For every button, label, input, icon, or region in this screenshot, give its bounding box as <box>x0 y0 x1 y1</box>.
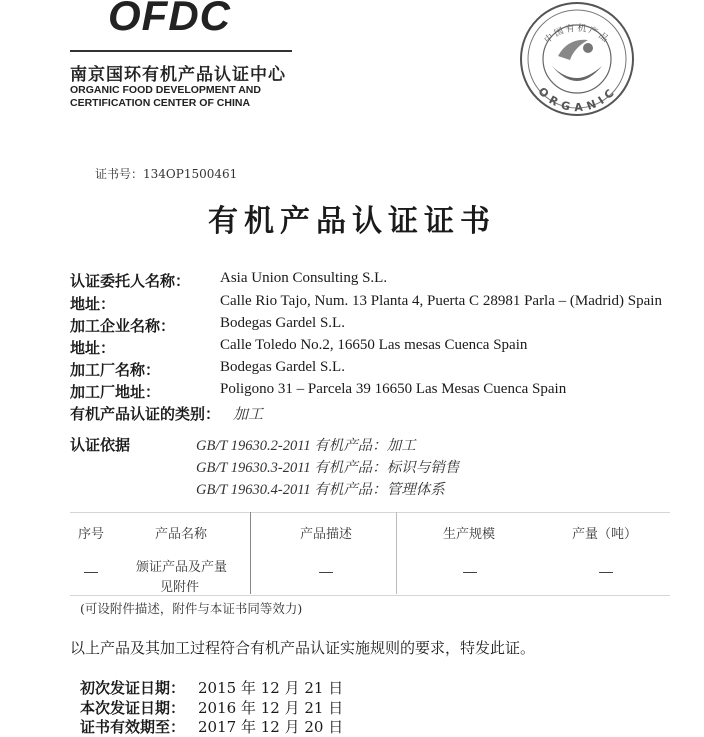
table-bottom-border <box>70 595 670 596</box>
factory-name-label: 加工厂名称： <box>70 361 161 379</box>
client-name-label: 认证委托人名称： <box>70 272 191 290</box>
ofdc-logo: OFDC <box>108 0 231 39</box>
certificate-number <box>95 165 237 182</box>
seal-text-top: 中国有机产品 <box>542 23 612 46</box>
table-header-name: 产品名称 <box>155 527 208 542</box>
category-label: 有机产品认证的类别： <box>70 405 221 423</box>
table-cell-output: — <box>599 563 613 579</box>
client-address-value: Calle Rio Tajo, Num. 13 Planta 4, Puerta C 28981 Parla – (Madrid) Spain <box>220 293 662 309</box>
org-name-cn: 南京国环有机产品认证中心 <box>70 65 286 85</box>
current-issue-date-label: 本次发证日期： <box>80 699 186 717</box>
attachment-note: (可设附件描述，附件与本证书同等效力) <box>80 601 303 616</box>
table-cell-no: — <box>84 563 98 579</box>
basis-standard: GB/T 19630.3-2011 有机产品：标识与销售 <box>196 460 460 476</box>
client-name-value: Asia Union Consulting S.L. <box>220 270 388 286</box>
first-issue-date-value: 2015 年 12 月 21 日 <box>198 679 344 697</box>
factory-address-label: 加工厂地址： <box>70 383 161 401</box>
processor-address-value: Calle Toledo No.2, 16650 Las mesas Cuenca Spain <box>220 337 528 353</box>
table-top-border <box>70 512 670 513</box>
first-issue-date-label: 初次发证日期： <box>80 679 186 697</box>
processor-name-label: 加工企业名称： <box>70 317 176 335</box>
table-header-output: 产量（吨） <box>572 527 638 542</box>
certificate-number-label: 证书号： <box>95 167 144 181</box>
factory-address-value: Poligono 31 – Parcela 39 16650 Las Mesas Cuenca Spain <box>220 381 567 397</box>
table-column-divider <box>250 512 251 594</box>
basis-standard: GB/T 19630.2-2011 有机产品：加工 <box>196 438 416 454</box>
factory-name-value: Bodegas Gardel S.L. <box>220 359 345 375</box>
table-header-description: 产品描述 <box>300 527 353 542</box>
org-name-en-line2: CERTIFICATION CENTER OF CHINA <box>70 97 251 109</box>
table-header-scale: 生产规模 <box>443 527 496 542</box>
certification-statement: 以上产品及其加工过程符合有机产品认证实施规则的要求，特发此证。 <box>70 639 536 657</box>
certificate-title: 有机产品认证证书 <box>208 204 496 239</box>
table-header-no: 序号 <box>78 527 105 542</box>
category-value: 加工 <box>233 405 264 423</box>
basis-label: 认证依据 <box>70 436 131 454</box>
table-cell-scale: — <box>463 563 477 579</box>
org-name-en-line1: ORGANIC FOOD DEVELOPMENT AND <box>70 84 261 96</box>
table-cell-name-line2: 见附件 <box>160 580 200 595</box>
table-cell-description: — <box>319 563 333 579</box>
client-address-label: 地址： <box>70 295 116 313</box>
current-issue-date-value: 2016 年 12 月 21 日 <box>198 699 344 717</box>
table-cell-name-line1: 颁证产品及产量 <box>136 560 228 575</box>
certificate-number-value: 134OP1500461 <box>143 167 238 181</box>
basis-standard: GB/T 19630.4-2011 有机产品：管理体系 <box>196 482 445 498</box>
organic-seal-icon <box>518 0 636 118</box>
header-divider <box>70 50 292 52</box>
processor-address-label: 地址： <box>70 339 116 357</box>
processor-name-value: Bodegas Gardel S.L. <box>220 315 345 331</box>
seal-text-bottom: ORGANIC <box>535 84 619 115</box>
org-name-en <box>70 84 261 110</box>
expiry-date-label: 证书有效期至： <box>80 718 186 736</box>
expiry-date-value: 2017 年 12 月 20 日 <box>198 718 344 736</box>
table-column-divider <box>396 512 397 594</box>
